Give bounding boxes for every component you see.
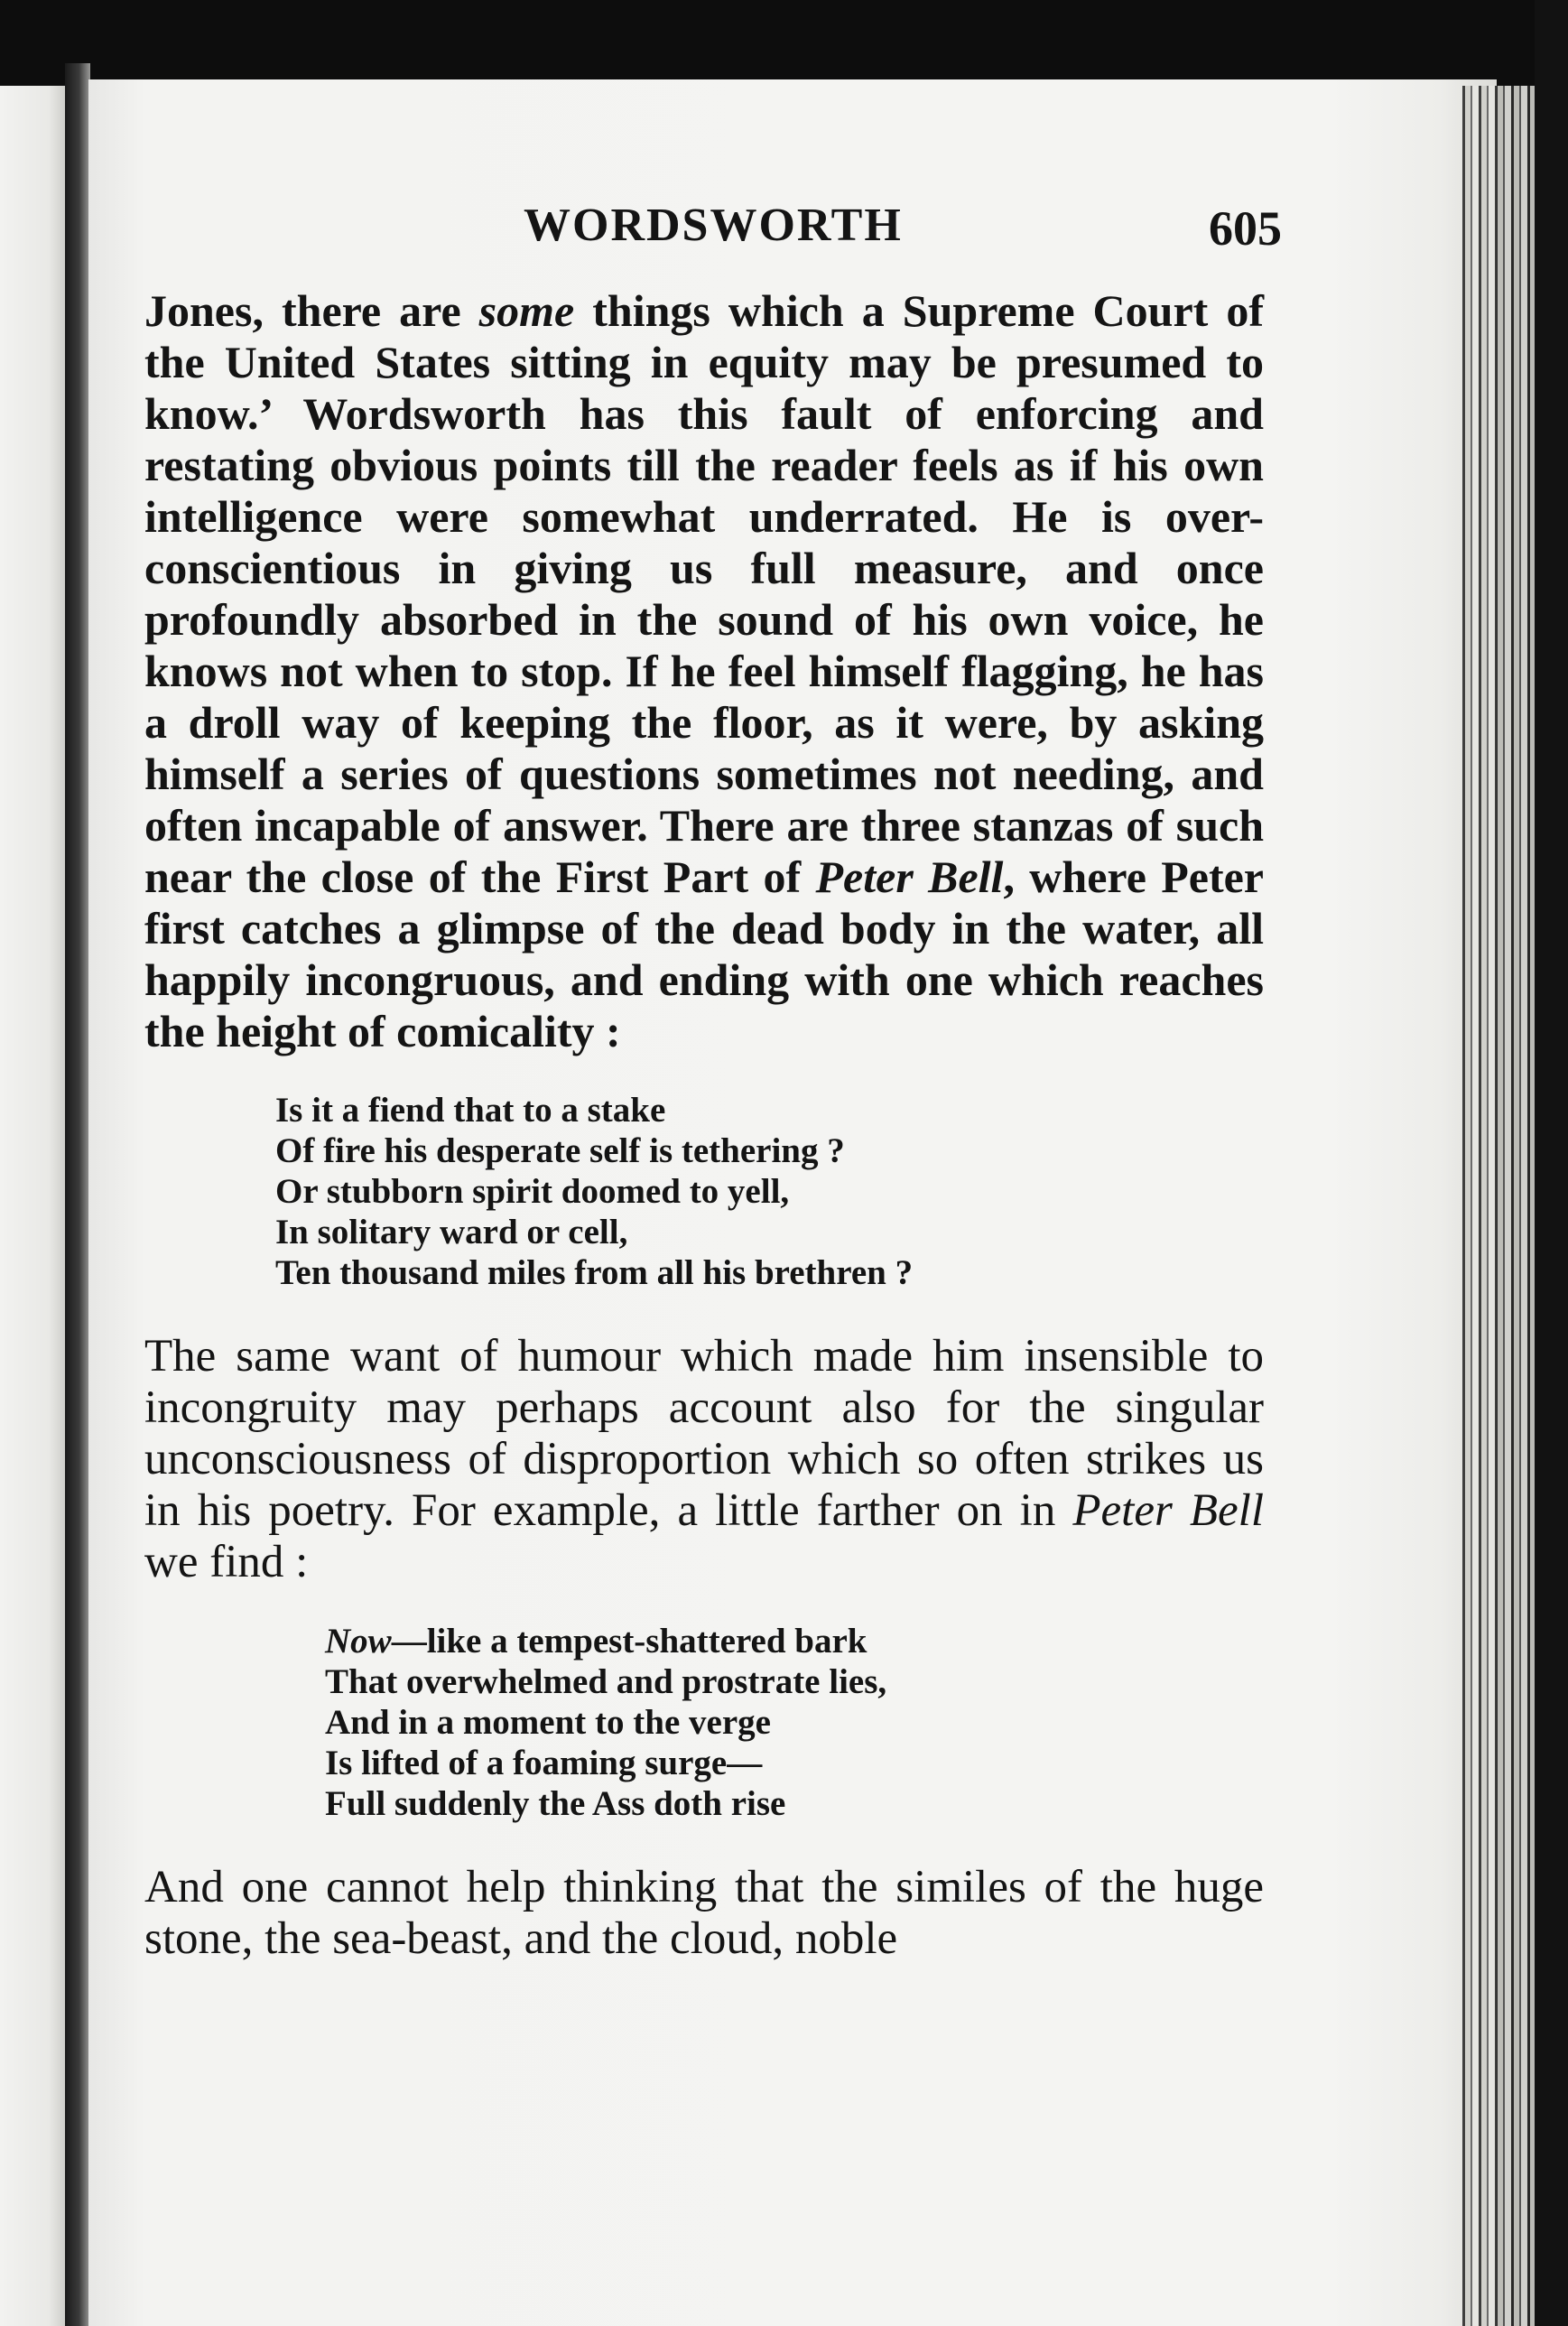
- verse-line: That overwhelmed and prostrate lies,: [325, 1662, 887, 1701]
- paragraph-3: And one cannot help thinking that the similes of the huge stone, the sea-beast, and the cloud, noble: [144, 1862, 1264, 1964]
- book-gutter: [65, 63, 90, 2326]
- verse-line: In solitary ward or cell,: [275, 1213, 628, 1251]
- verse-line: And in a moment to the verge: [325, 1703, 771, 1742]
- paragraph-1-text-a: Jones, there are: [144, 285, 479, 336]
- verse-line: [325, 1621, 1264, 1661]
- page-text: [144, 199, 1282, 1965]
- paragraph-1: [144, 285, 1264, 1057]
- verse-italic-word: Now: [325, 1622, 392, 1661]
- facing-page-edge: [0, 86, 65, 2326]
- scan-border: [1535, 0, 1568, 2326]
- paragraph-2: [144, 1331, 1264, 1588]
- paragraph-1-book-title: Peter Bell: [815, 851, 1004, 902]
- paragraph-1-emphasis: some: [478, 285, 575, 336]
- verse-line: Of fire his desperate self is tethering ?: [275, 1131, 845, 1170]
- paragraph-2-book-title: Peter Bell: [1072, 1485, 1264, 1536]
- verse-quotation-2: [325, 1621, 1264, 1824]
- verse-line-rest: —like a tempest-shattered bark: [391, 1622, 868, 1661]
- verse-line: Ten thousand miles from all his brethren ?: [275, 1253, 914, 1292]
- verse-line: Is lifted of a foaming surge—: [325, 1744, 763, 1782]
- verse-quotation-1: [275, 1090, 1264, 1293]
- verse-line: Full suddenly the Ass doth rise: [325, 1784, 786, 1823]
- paragraph-1-text-e: , where Peter first catches a glimpse of the dead body in the water, all happily incongruous, and ending with one which reaches the height of comicality :: [144, 851, 1264, 1056]
- verse-line: Is it a fiend that to a stake: [275, 1091, 666, 1130]
- paragraph-1-text-c: things which a Supreme Court of the United States sitting in equity may be presumed to know.’ Wordsworth has this fault of enforcing and restating obvious points till the reader feels as if his own intelligence were somewhat underrated. He is over-conscientious in giving us full measure, and once profoundly absorbed in the sound of his own voice, he knows not when to stop. If he feel himself flagging, he has a droll way of keeping the floor, as it were, by asking himself a series of questions sometimes not needing, and often incapable of answer. There are three stanzas of such near the close of the First Part of: [144, 285, 1264, 902]
- verse-line: Or stubborn spirit doomed to yell,: [275, 1172, 790, 1211]
- paragraph-2-text-c: we find :: [144, 1537, 309, 1587]
- page-number: 605: [1209, 201, 1282, 256]
- running-title: WORDSWORTH: [524, 200, 903, 251]
- paragraph-2-text-a: The same want of humour which made him insensible to incongruity may perhaps account also for the singular unconsciousness of disproportion which so often strikes us in his poetry. For example, a little farther on in: [144, 1331, 1264, 1536]
- running-header: [144, 199, 1282, 285]
